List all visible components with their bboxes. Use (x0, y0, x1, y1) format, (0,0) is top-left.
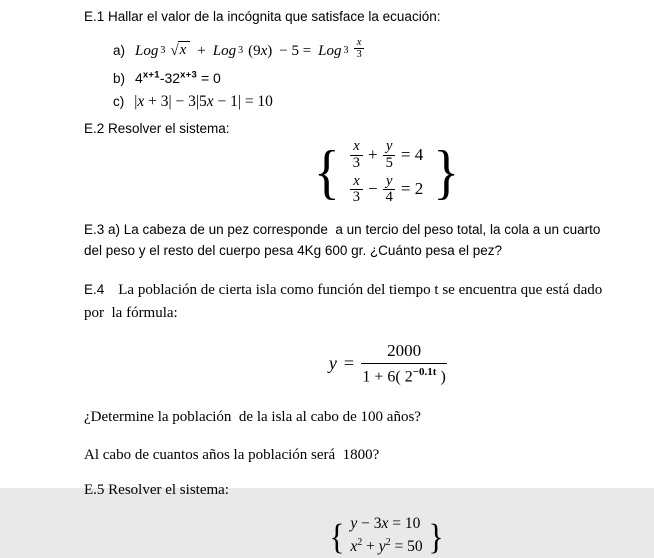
formula-lhs: y (328, 353, 337, 374)
numerator: y (383, 174, 395, 190)
item-a-label: a) (113, 42, 126, 58)
e5-title: E.5 Resolver el sistema: (84, 481, 229, 498)
minus-operator: - (159, 70, 165, 87)
equals-10: = 10 (388, 515, 421, 533)
fraction-y-5 (383, 139, 396, 170)
e4-formula (132, 341, 644, 386)
radical-icon: √ (170, 42, 179, 59)
square-exponent: 2 (385, 536, 391, 548)
paren-close: ) (267, 42, 273, 59)
exponent-x-plus-1: x+1 (142, 69, 160, 81)
left-brace-icon: { (329, 515, 345, 557)
base-32: 32 (164, 70, 181, 87)
variable-x: x (137, 93, 145, 111)
denominator: 5 (385, 154, 393, 171)
e5-equations (344, 514, 428, 558)
equals-50: = 50 (390, 538, 423, 556)
variable-x: x (260, 42, 268, 59)
numerator: x (350, 174, 362, 190)
fraction-numerator: x (354, 37, 365, 49)
fraction-x-3 (350, 139, 363, 170)
variable-x: x (206, 93, 214, 111)
e4-paragraph (84, 279, 644, 324)
denominator: 3 (352, 188, 361, 205)
fraction-numerator-2000: 2000 (361, 341, 447, 364)
plus-operator: + (368, 144, 378, 164)
equals-2: = 2 (400, 178, 424, 198)
equals-sign: = (343, 353, 355, 374)
exponent-neg-01t: −0.1t (412, 365, 437, 378)
sqrt-expression (170, 41, 190, 61)
square-exponent: 2 (357, 536, 363, 548)
expression-end: − 1| = 10 (213, 93, 273, 111)
e2-equation-2 (350, 174, 423, 205)
e2-system (129, 139, 644, 205)
expression-middle: + 3| − 3|5 (144, 93, 207, 111)
plus-operator: + (362, 538, 379, 556)
minus-operator: − (368, 178, 378, 198)
e5-equation-1 (350, 514, 422, 535)
numerator: y (383, 139, 395, 155)
e1-item-c (113, 92, 644, 113)
e1-item-b (113, 69, 644, 88)
denominator-base: 1 + 6( 2 (362, 367, 413, 385)
e2-title: E.2 Resolver el sistema: (84, 121, 230, 137)
log-sub-2: 3 (238, 44, 244, 56)
denominator: 4 (385, 188, 393, 205)
e4-line-2: por la fórmula: (84, 304, 178, 321)
base-4: 4 (135, 70, 143, 87)
log-sub-3: 3 (343, 44, 349, 56)
equation-b (135, 69, 221, 88)
equation-c (134, 92, 273, 113)
denominator: 3 (352, 154, 361, 171)
sqrt-argument: x (178, 41, 191, 59)
fraction-y-4 (383, 174, 396, 205)
variable-x: x (381, 515, 389, 533)
e2-equation-1 (350, 139, 423, 170)
item-c-label: c) (113, 94, 125, 110)
log-term-3: Log (318, 42, 342, 59)
e3-line-1: E.3 a) La cabeza de un pez corresponde a un tercio del peso total, la cola a un cuarto (84, 222, 601, 238)
right-brace-icon: } (433, 138, 460, 206)
e4-question-1: ¿Determine la población de la isla al cabo de 100 años? (84, 409, 421, 426)
e3-line-2: del peso y el resto del cuerpo pesa 4Kg 600 gr. ¿Cuánto pesa el pez? (84, 243, 503, 259)
log-term-2: Log (212, 42, 237, 59)
fraction-denominator: 3 (356, 49, 362, 61)
log-sub-1: 3 (160, 44, 166, 56)
numerator: x (350, 139, 362, 155)
exponent-x-plus-3: x+3 (180, 69, 198, 81)
e4-question-2: Al cabo de cuantos años la población será 1800? (84, 446, 380, 463)
item-b-label: b) (113, 70, 126, 86)
log-term-1: Log (135, 42, 159, 59)
fraction-x-over-3 (354, 37, 365, 60)
e5-equation-2 (350, 536, 422, 558)
e5-system (129, 514, 644, 558)
variable-y: y (378, 538, 386, 556)
e4-number-label: E.4 (84, 282, 105, 297)
e2-equations (340, 139, 433, 205)
e4-line-1: La población de cierta isla como función del tiempo t se encuentra que está dado (118, 282, 603, 298)
population-fraction (361, 341, 447, 386)
log-arg-2 (248, 41, 272, 61)
right-brace-icon: } (428, 515, 444, 557)
fraction-x-3 (350, 174, 363, 205)
equation-a (135, 39, 365, 62)
e3-paragraph (84, 220, 644, 262)
equals-4: = 4 (400, 144, 424, 164)
paren-open: (9 (248, 42, 261, 59)
e1-item-a (113, 39, 644, 62)
denominator-close: ) (436, 367, 446, 385)
e1-title: E.1 Hallar el valor de la incógnita que satisface la ecuación: (84, 9, 441, 24)
fraction-denominator (362, 364, 445, 387)
equals-zero: = 0 (200, 70, 221, 87)
left-brace-icon: { (313, 138, 340, 206)
variable-y: y (350, 515, 358, 533)
plus-operator: + (197, 42, 206, 59)
variable-x: x (350, 538, 358, 556)
abs-bar: | (134, 93, 138, 111)
minus-3: − 3 (357, 515, 382, 533)
minus-five-equals: − 5 = (279, 42, 312, 59)
